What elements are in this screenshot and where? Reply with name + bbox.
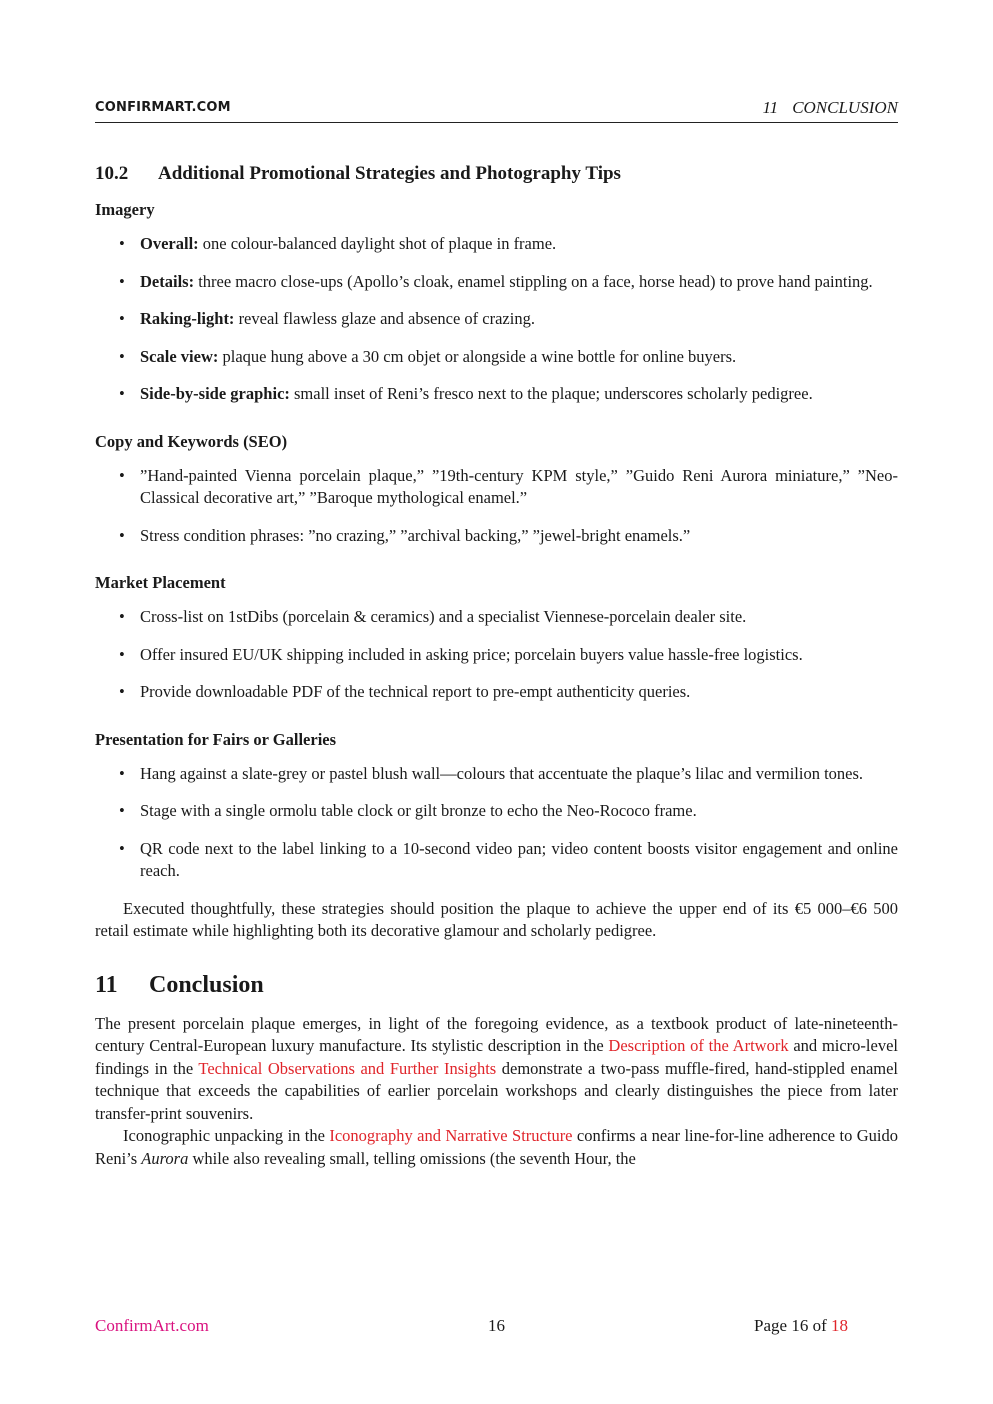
closing-paragraph: Executed thoughtfully, these strategies should position the plaque to achieve the upper end of its €5 000–€6 500 retail estimate while highlighting both its decorative glamour and scholarly pedigree.	[95, 898, 898, 940]
item-text: plaque hung above a 30 cm objet or alongside a wine bottle for online buyers.	[218, 346, 737, 366]
item-text: three macro close-ups (Apollo’s cloak, enamel stippling on a face, horse head) to prove hand painting.	[194, 271, 873, 291]
header-section	[762, 98, 898, 118]
text-run: and micro-level findings in the	[95, 1036, 898, 1078]
seo-list	[95, 465, 898, 548]
footer-page-of	[754, 1316, 848, 1336]
list-item	[95, 271, 898, 294]
header-section-number: 11	[762, 98, 779, 117]
footer-page-number: 16	[488, 1316, 505, 1335]
link-iconography[interactable]: Iconography and Narrative Structure	[329, 1126, 573, 1145]
item-text: one colour-balanced daylight shot of plaque in frame.	[198, 234, 557, 253]
item-label: Side-by-side graphic:	[140, 384, 290, 403]
list-item: • Cross-list on 1stDibs (porcelain & ceramics) and a specialist Viennese-porcelain dealer site.	[95, 606, 898, 629]
market-heading: Market Placement	[95, 573, 226, 592]
list-item	[95, 346, 898, 369]
link-description-of-artwork[interactable]: Description of the Artwork	[608, 1036, 789, 1055]
fairs-list	[95, 763, 898, 883]
item-label: Details:	[140, 271, 195, 291]
market-list	[95, 606, 898, 704]
footer-site-link[interactable]: ConfirmArt.com	[95, 1316, 209, 1335]
item-label: Raking-light:	[140, 309, 235, 328]
footer-total-pages-link[interactable]: 18	[831, 1316, 848, 1335]
subsection-number: 10.2	[95, 163, 129, 184]
running-header	[95, 98, 898, 123]
fairs-heading: Presentation for Fairs or Galleries	[95, 729, 337, 749]
list-item: • Stress condition phrases: ”no crazing,” ”archival backing,” ”jewel-bright enamels.”	[95, 525, 898, 548]
page-content	[95, 160, 898, 1170]
list-item: • Hang against a slate-grey or pastel blush wall—colours that accentuate the plaque’s lilac and vermilion tones.	[95, 763, 898, 786]
list-item: • Offer insured EU/UK shipping included in asking price; porcelain buyers value hassle-free logistics.	[95, 644, 898, 667]
item-label: Scale view:	[140, 346, 219, 366]
header-logo: CONFIRMART.COM	[95, 100, 231, 115]
item-text: small inset of Reni’s fresco next to the plaque; underscores scholarly pedigree.	[289, 384, 813, 403]
conclusion-paragraph-1	[95, 1013, 898, 1126]
section-number: 11	[95, 971, 118, 998]
list-item: • Provide downloadable PDF of the technical report to pre-empt authenticity queries.	[95, 681, 898, 704]
text-run: while also revealing small, telling omissions (the seventh Hour, the	[188, 1148, 636, 1168]
item-text: reveal flawless glaze and absence of crazing.	[234, 309, 535, 328]
list-item	[95, 308, 898, 331]
list-item	[95, 383, 898, 406]
list-item: • QR code next to the label linking to a 10-second video pan; video content boosts visitor engagement and online reach.	[95, 838, 898, 883]
page-footer	[95, 1316, 848, 1338]
link-technical-observations[interactable]: Technical Observations and Further Insights	[198, 1058, 497, 1078]
text-run: demonstrate a two-pass muffle-fired, hand-stippled enamel technique that exceeds the capabilities of earlier porcelain workshops and clearly distinguishes the piece from later transfer-print souvenirs.	[95, 1058, 899, 1123]
conclusion-paragraph-2	[95, 1125, 898, 1170]
list-item: • Stage with a single ormolu table clock or gilt bronze to echo the Neo-Rococo frame.	[95, 800, 898, 823]
subsection-title: Additional Promotional Strategies and Photography Tips	[158, 163, 621, 184]
section-title: Conclusion	[149, 971, 264, 998]
section-heading	[95, 969, 898, 1001]
imagery-heading: Imagery	[95, 200, 155, 219]
seo-heading: Copy and Keywords (SEO)	[95, 431, 288, 451]
list-item	[95, 233, 898, 256]
header-section-title: CONCLUSION	[792, 98, 898, 117]
item-label: Overall:	[140, 234, 199, 253]
text-run: The present porcelain plaque emerges, in light of the foregoing evidence, as a textbook product of late-nineteenth-century Central-European luxury manufacture. Its stylistic description in the	[95, 1013, 898, 1055]
subsection-heading	[95, 160, 898, 188]
text-run: Iconographic unpacking in the	[123, 1126, 330, 1145]
footer-page-label: Page 16 of	[754, 1316, 831, 1335]
emphasis-aurora: Aurora	[141, 1148, 189, 1168]
text-run: confirms a near line-for-line adherence to Guido Reni’s	[95, 1126, 898, 1168]
list-item: • ”Hand-painted Vienna porcelain plaque,” ”19th-century KPM style,” ”Guido Reni Aurora miniature,” ”Neo-Classical decorative art,” ”Baroque mythological enamel.”	[95, 465, 898, 510]
imagery-list	[95, 233, 898, 406]
